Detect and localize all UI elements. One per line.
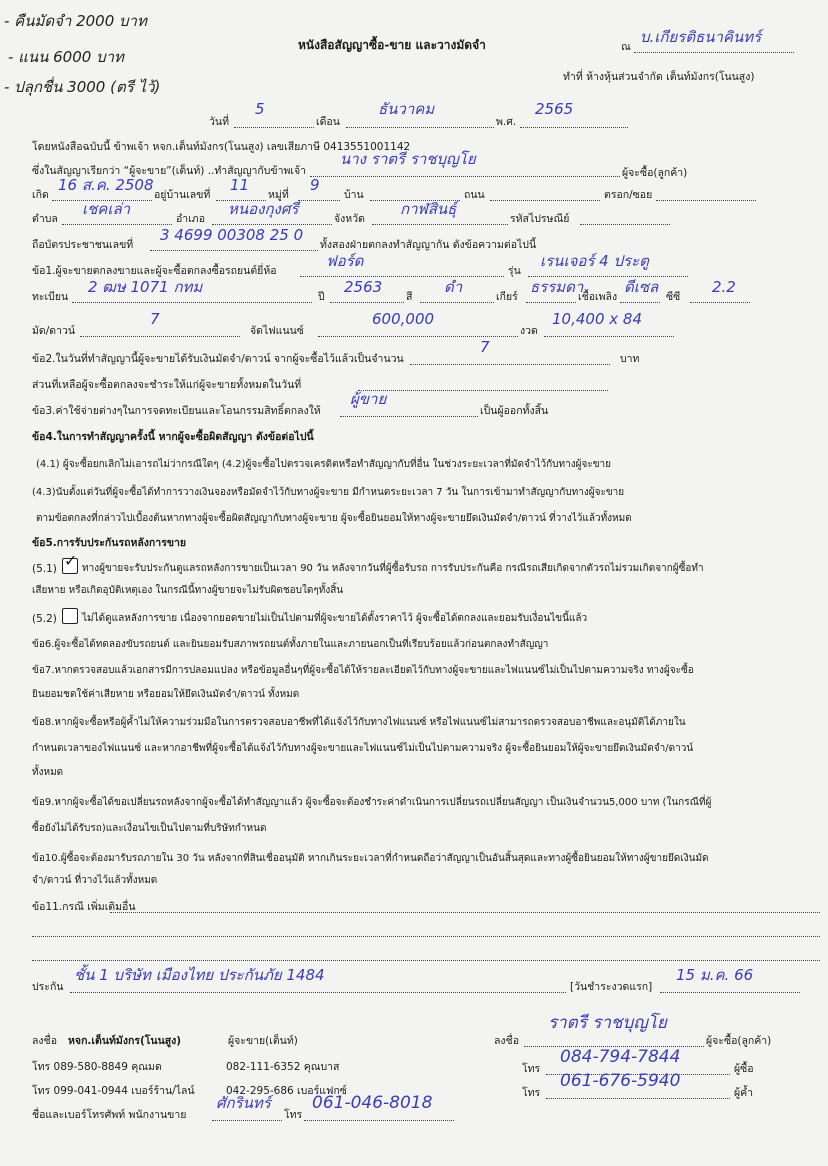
- clause2-amount: 7: [480, 338, 490, 356]
- clause11-text: ข้อ11.กรณี เพิ่มเติมอื่น: [32, 901, 136, 913]
- car-brand: ฟอร์ด: [326, 252, 364, 270]
- idcard-label: ถือบัตรประชาชนเลขที่: [32, 239, 134, 251]
- clause4-line-3: ตามข้อตกลงที่กล่าวไปเบื้องต้นหากทางผู้จะซื้อผิดสัญญากับทางผู้จะขาย ผู้จะซื้อยินยอมให้ทางผู้จะขายยึดเงินมัดจำ/ดาวน์ ที่วางไว้แล้วทั้งหมด: [36, 513, 632, 524]
- car-color: ดำ: [444, 278, 463, 296]
- finance-value: 600,000: [372, 310, 435, 328]
- contact-tel-4: 042-295-686 เบอร์แฟกซ์: [226, 1085, 347, 1097]
- place-label: ทำที่ ห้างหุ้นส่วนจำกัด เต็นท์มังกร(โนนสูง): [563, 71, 755, 83]
- handnote-2: - แนน 6000 บาท: [8, 48, 124, 66]
- first-pay-value: 15 ม.ค. 66: [676, 966, 754, 984]
- province-label: จังหวัด: [334, 213, 365, 225]
- province-value: กาฬสินธุ์: [400, 200, 457, 218]
- car-model: เรนเจอร์ 4 ประตู: [540, 252, 649, 270]
- clause2-baht: บาท: [620, 353, 640, 365]
- staff-tel-label: โทร: [284, 1109, 303, 1121]
- car-gear: ธรรมดา: [530, 278, 584, 296]
- date-month: ธันวาคม: [378, 100, 435, 118]
- reg-label: ทะเบียน: [32, 291, 69, 303]
- car-year-label: ปี: [318, 291, 325, 303]
- color-label: สี: [406, 291, 413, 303]
- car-reg: 2 ฒษ 1071 กทม: [88, 278, 203, 296]
- month-label: เดือน: [316, 116, 340, 128]
- contact-tel-1: โทร 089-580-8849 คุณมด: [32, 1061, 162, 1073]
- clause9-line-1: ข้อ9.หากผู้จะซื้อได้ขอเปลี่ยนรถหลังจากผู้จะซื้อได้ทำสัญญาแล้ว ผู้จะซื้อจะต้องชำระค่าดำเนินการเปลี่ยนรถเปลี่ยนสัญญา เป็นเงินจำนวน5,000 บาท (ในกรณีที่ผู้: [32, 797, 712, 808]
- clause1-text: ข้อ1.ผู้จะขายตกลงขายและผู้จะซื้อตกลงซื้อรถยนต์ยี่ห้อ: [32, 265, 277, 277]
- clause3-who: ผู้ขาย: [350, 390, 387, 408]
- car-year: 2563: [344, 278, 383, 296]
- clause3-tail: เป็นผู้ออกทั้งสิ้น: [480, 405, 549, 417]
- tambon-value: เชคเล่า: [82, 200, 131, 218]
- option-5-2-checkbox[interactable]: [62, 608, 78, 624]
- handnote-1: - คืนมัดจำ 2000 บาท: [4, 12, 147, 30]
- at-label: ณ: [621, 41, 631, 53]
- down-value: 7: [150, 310, 160, 328]
- guarantor-tel-role: ผู้ค้ำ: [734, 1087, 754, 1099]
- clause3-text: ข้อ3.ค่าใช้จ่ายต่างๆในการจดทะเบียนและโอนกรรมสิทธิ์ตกลงให้: [32, 405, 321, 417]
- install-label: งวด: [520, 325, 538, 337]
- cc-label: ซีซี: [666, 291, 681, 303]
- clause9-line-2: ซื้อยังไม่ได้รับรถ)และเงื่อนไขเป็นไปตามที่บริษัทกำหนด: [32, 823, 267, 834]
- option-5-2-text: ไม่ได้ดูแลหลังการขาย เนื่องจากยอดขายไม่เป็นไปตามที่ผู้จะขายได้ตั้งราคาไว้ ผู้จะซื้อได้ตกลงและยอมรับเงื่อนไขนี้แล้ว: [82, 613, 588, 624]
- moo-value: 9: [310, 176, 320, 194]
- buyer-tel: 084-794-7844: [560, 1047, 681, 1067]
- road-label: ถนน: [464, 189, 485, 201]
- insurance-label: ประกัน: [32, 981, 64, 993]
- option-5-1-text: ทางผู้ขายจะรับประกันดูแลรถหลังการขายเป็นเวลา 90 วัน หลังจากวันที่ผู้ซื้อรับรถ การรับประกันคือ กรณีรถเสียเกิดจากตัวรถไม่รวมเกิดจากผู้ซื้อทำ: [82, 563, 704, 574]
- clause5-head: ข้อ5.การรับประกันรถหลังการขาย: [32, 537, 187, 549]
- seller-role: ผู้จะขาย(เต็นท์): [228, 1035, 298, 1047]
- clause8-line-1: ข้อ8.หากผู้จะซื้อหรือผู้ค้ำไม่ให้ความร่วมมือในการตรวจสอบอาชีพที่ได้แจ้งไว้กับทางไฟแนนซ์ หรือไฟแนนซ์ไม่สามารถตรวจสอบอาชีพและอนุมัติได้ภายใน: [32, 717, 686, 728]
- date-day: 5: [255, 100, 265, 118]
- gear-label: เกียร์: [496, 291, 518, 303]
- village-label: บ้าน: [344, 189, 364, 201]
- date-label: วันที่: [209, 116, 229, 128]
- clause2-text: ข้อ2.ในวันที่ทำสัญญานี้ผู้จะขายได้รับเงินมัดจำ/ดาวน์ จากผู้จะซื้อไว้แล้วเป็นจำนวน: [32, 353, 404, 365]
- car-fuel: ดีเซล: [624, 278, 659, 296]
- tambon-label: ตำบล: [32, 213, 58, 225]
- guarantor-tel-label: โทร: [522, 1087, 541, 1099]
- buyer-role-label: ผู้จะซื้อ(ลูกค้า): [622, 167, 688, 179]
- clause10-line-2: จำ/ดาวน์ ที่วางไว้แล้วทั้งหมด: [32, 875, 158, 886]
- idcard-tail: ทั้งสองฝ่ายตกลงทำสัญญากัน ดังข้อความต่อไปนี้: [320, 239, 537, 251]
- at-value: บ.เกียรติธนาคินทร์: [640, 28, 762, 46]
- date-year: 2565: [535, 100, 574, 118]
- amphoe-value: หนองกุงศรี: [228, 200, 299, 218]
- model-label: รุ่น: [508, 265, 521, 277]
- clause7-line-2: ยินยอมชดใช้ค่าเสียหาย หรือยอมให้ยึดเงินมัดจำ/ดาวน์ ทั้งหมด: [32, 689, 300, 700]
- born-label: เกิด: [32, 189, 49, 201]
- buyer-sign-role: ผู้จะซื้อ(ลูกค้า): [706, 1035, 772, 1047]
- house-label: อยู่บ้านเลขที่: [154, 189, 211, 201]
- staff-tel: 061-046-8018: [312, 1093, 433, 1113]
- clause7-line-1: ข้อ7.หากตรวจสอบแล้วเอกสารมีการปลอมแปลง หรือข้อมูลอื่นๆที่ผู้จะซื้อได้ให้รายละเอียดไว้กับทางผู้จะขายและไฟแนนซ์ไม่เป็นไปตามความจริง ทางผู้จะซื้อ: [32, 665, 694, 676]
- buyer-sign-label: ลงชื่อ: [494, 1035, 519, 1047]
- born-value: 16 ส.ค. 2508: [58, 176, 154, 194]
- house-value: 11: [230, 176, 250, 194]
- checkmark-icon: ✓: [64, 551, 78, 570]
- amphoe-label: อำเภอ: [176, 213, 206, 225]
- buyer-tel-label: โทร: [522, 1063, 541, 1075]
- buyer-signature: ราตรี ราชบุญโย: [548, 1013, 667, 1033]
- clause8-line-2: กำหนดเวลาของไฟแนนซ์ และหากอาชีพที่ผู้จะซื้อได้แจ้งไว้กับทางผู้จะขายและไฟแนนซ์ไม่เป็นไปตามความจริง ผู้จะซื้อยินยอมให้ผู้จะขายยึดเงินมัดจำ/ดาวน์: [32, 743, 694, 754]
- seller-name: หจก.เต็นท์มังกร(โนนสูง): [68, 1035, 182, 1047]
- buyer-name: นาง ราตรี ราชบุญโย: [340, 150, 476, 168]
- first-pay-label: [วันชำระงวดแรก]: [570, 981, 653, 993]
- install-value: 10,400 x 84: [552, 310, 642, 328]
- option-5-1-num: (5.1): [32, 563, 57, 575]
- contact-tel-3: โทร 099-041-0944 เบอร์ร้าน/ไลน์: [32, 1085, 195, 1097]
- option-5-2-num: (5.2): [32, 613, 57, 625]
- buyer-tel-role: ผู้ซื้อ: [734, 1063, 754, 1075]
- option-5-1-text-2: เสียหาย หรือเกิดอุบัติเหตุเอง ในกรณีนี้ทางผู้ขายจะไม่รับผิดชอบใดๆทั้งสิ้น: [32, 585, 344, 596]
- contract-title: หนังสือสัญญาซื้อ-ขาย และวางมัดจำ: [298, 38, 486, 52]
- idcard-value: 3 4699 00308 25 0: [160, 226, 304, 244]
- staff-label: ชื่อและเบอร์โทรศัพท์ พนักงานขาย: [32, 1109, 187, 1121]
- clause4-line-1: (4.1) ผู้จะซื้อยกเลิกไม่เอารถไม่ว่ากรณีใดๆ (4.2)ผู้จะซื้อไปตรวจเครดิตหรือทำสัญญากับที่อื่น ในช่วงระยะเวลาที่มัดจำไว้กับทางผู้จะขาย: [36, 459, 612, 470]
- clause8-line-3: ทั้งหมด: [32, 767, 64, 778]
- clause4-line-2: (4.3)นับตั้งแต่วันที่ผู้จะซื้อได้ทำการวางเงินจองหรือมัดจำไว้กับทางผู้จะขาย มีกำหนดระยะเวลา 7 วัน ในการเข้ามาทำสัญญากับทางผู้จะขาย: [32, 487, 625, 498]
- clause4-head: ข้อ4.ในการทำสัญญาครั้งนี้ หากผู้จะซื้อผิดสัญญา ดังข้อต่อไปนี้: [32, 431, 314, 443]
- year-label: พ.ศ.: [496, 116, 517, 128]
- guarantor-tel: 061-676-5940: [560, 1071, 681, 1091]
- insurance-value: ชั้น 1 บริษัท เมืองไทย ประกันภัย 1484: [74, 966, 325, 984]
- staff-name: ศักรินทร์: [216, 1094, 271, 1112]
- soi-label: ตรอก/ซอย: [604, 189, 653, 201]
- clause6-text: ข้อ6.ผู้จะซื้อได้ทดลองขับรถยนต์ และยินยอมรับสภาพรถยนต์ทั้งภายในและภายนอกเป็นที่เรียบร้อยแล้วก่อนตกลงทำสัญญา: [32, 639, 549, 650]
- contact-tel-2: 082-111-6352 คุณบาส: [226, 1061, 340, 1073]
- intro-line-1: โดยหนังสือฉบับนี้ ข้าพเจ้า หจก.เต็นท์มังกร(โนนสูง) เลขเสียภาษี 0413551001142: [32, 141, 411, 153]
- moo-label: หมู่ที่: [268, 189, 289, 201]
- intro-line-2: ซึ่งในสัญญาเรียกว่า “ผู้จะขาย”(เต็นท์) ..ทำสัญญากับข้าพเจ้า: [32, 165, 307, 177]
- down-label: มัด/ดาวน์: [32, 325, 76, 337]
- seller-sign-label: ลงชื่อ: [32, 1035, 57, 1047]
- fuel-label: เชื้อเพลิง: [578, 291, 618, 303]
- postcode-label: รหัสไปรษณีย์: [510, 213, 570, 225]
- handnote-3: - ปลุกชื่น 3000 (ตรี ไว้): [4, 78, 161, 96]
- clause10-line-1: ข้อ10.ผู้ซื้อจะต้องมารับรถภายใน 30 วัน หลังจากที่สินเชื่ออนุมัติ หากเกินระยะเวลาที่กำหนดถือว่าสัญญาเป็นอันสิ้นสุดและทางผู้ซื้อยินยอมให้ทางผู้ขายยึดเงินมัด: [32, 853, 709, 864]
- car-cc: 2.2: [712, 278, 736, 296]
- finance-label: จัดไฟแนนซ์: [250, 325, 304, 337]
- clause2-remaining: ส่วนที่เหลือผู้จะซื้อตกลงจะชำระให้แก่ผู้จะขายทั้งหมดในวันที่: [32, 379, 302, 391]
